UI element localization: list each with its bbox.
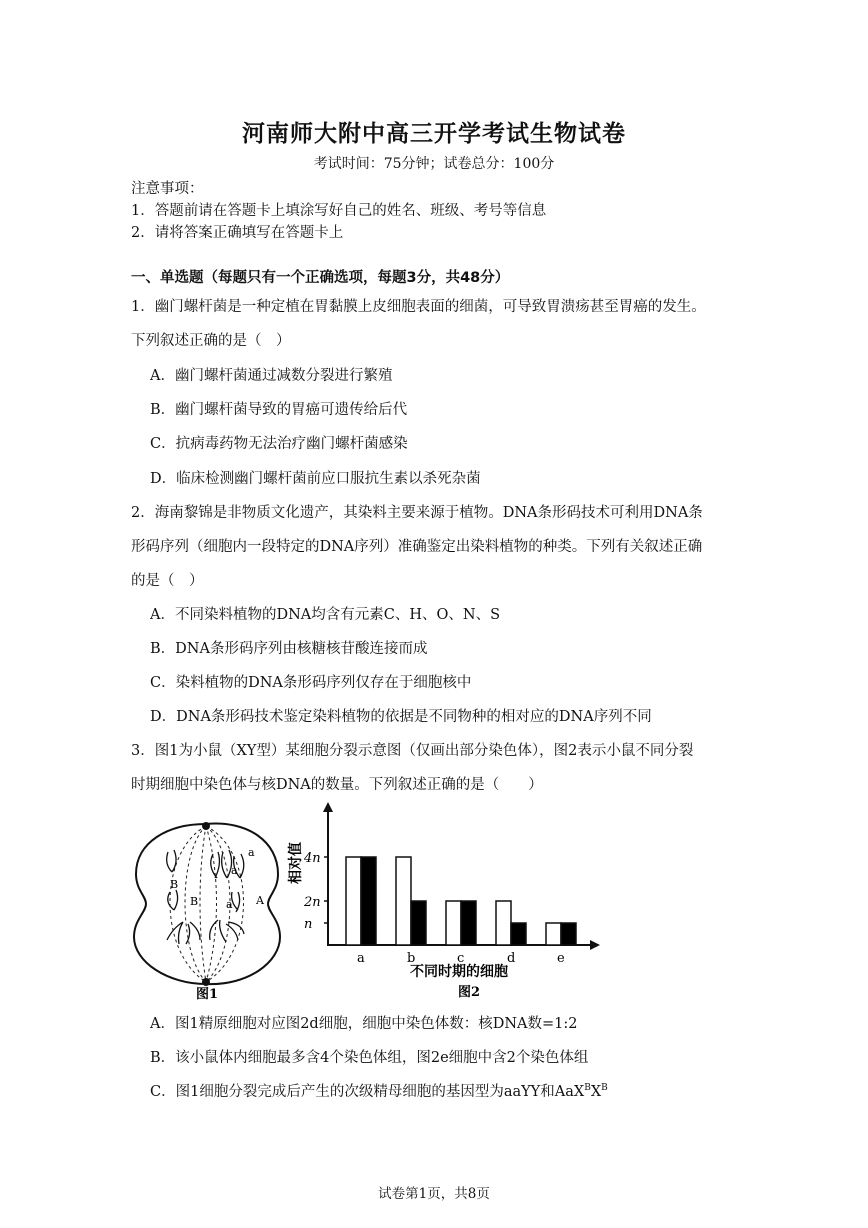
y-tick-label: 4n (304, 851, 321, 866)
bar-dna (411, 901, 426, 945)
option-c: C．染料植物的DNA条形码序列仅存在于细胞核中 (150, 675, 472, 691)
note-item: 1．答题前请在答题卡上填涂写好自己的姓名、班级、考号等信息 (131, 203, 547, 219)
question-stem: 的是（ ） (131, 573, 204, 589)
section-heading: 一、单选题（每题只有一个正确选项，每题3分，共48分） (131, 270, 510, 286)
bar-dna (511, 923, 526, 945)
gene-label: A (256, 894, 264, 907)
gene-label: a (231, 864, 238, 877)
bar-chromosome (546, 923, 561, 945)
x-tick-label: a (357, 951, 365, 966)
y-axis-arrow (323, 802, 333, 812)
option-a: A．幽门螺杆菌通过减数分裂进行繁殖 (150, 368, 393, 384)
notes-heading: 注意事项： (131, 181, 204, 197)
question-stem: 时期细胞中染色体与核DNA的数量。下列叙述正确的是（ ） (131, 777, 543, 793)
gene-label: a (248, 846, 255, 859)
x-axis-label: 不同时期的细胞 (410, 964, 508, 980)
gene-label: B (170, 878, 179, 891)
bar-dna (461, 901, 476, 945)
question-stem: 下列叙述正确的是（ ） (131, 333, 291, 349)
figure-1-cell-diagram (128, 812, 288, 1002)
option-c (150, 1080, 608, 1101)
bar-dna (361, 857, 376, 945)
option-d: D．DNA条形码技术鉴定染料植物的依据是不同物种的相对应的DNA序列不同 (150, 709, 652, 725)
option-a: A．图1精原细胞对应图2d细胞，细胞中染色体数：核DNA数=1:2 (150, 1016, 578, 1032)
option-c-text: C．图1细胞分裂完成后产生的次级精母细胞的基因型为aaYY和AaX (150, 1084, 585, 1100)
page-footer: 试卷第1页，共8页 (378, 1186, 490, 1202)
option-d: D．临床检测幽门螺杆菌前应口服抗生素以杀死杂菌 (150, 471, 481, 487)
bar-dna (561, 923, 576, 945)
option-b: B．DNA条形码序列由核糖核苷酸连接而成 (150, 641, 428, 657)
gene-label: B (190, 895, 199, 908)
x-tick-label: d (507, 951, 516, 966)
bar-chromosome (346, 857, 361, 945)
option-b: B．该小鼠体内细胞最多含4个染色体组，图2e细胞中含2个染色体组 (150, 1050, 589, 1066)
page-title: 河南师大附中高三开学考试生物试卷 (242, 121, 626, 147)
y-tick-label: 2n (304, 895, 321, 910)
gene-label: a (226, 898, 233, 911)
exam-info: 考试时间：75分钟；试卷总分：100分 (313, 156, 555, 172)
x-tick-label: e (557, 951, 565, 966)
question-stem: 形码序列（细胞内一段特定的DNA序列）准确鉴定出染料植物的种类。下列有关叙述正确 (131, 539, 703, 555)
bar-chromosome (446, 901, 461, 945)
bar-chromosome (496, 901, 511, 945)
option-c: C．抗病毒药物无法治疗幽门螺杆菌感染 (150, 436, 408, 452)
superscript: B (584, 1083, 591, 1094)
question-stem: 1．幽门螺杆菌是一种定植在胃黏膜上皮细胞表面的细菌，可导致胃溃疡甚至胃癌的发生。 (131, 299, 706, 315)
option-c-text: X (590, 1084, 602, 1100)
y-axis-label: 相对值 (288, 842, 304, 884)
figure-2-caption: 图2 (458, 985, 481, 1000)
question-stem: 3．图1为小鼠（XY型）某细胞分裂示意图（仅画出部分染色体），图2表示小鼠不同分裂 (131, 743, 694, 759)
x-axis-arrow (590, 940, 600, 950)
figure-1-caption: 图1 (196, 987, 219, 1002)
x-tick-label: b (407, 951, 416, 966)
figure-2-bar-chart (280, 800, 610, 1005)
superscript: B (601, 1083, 608, 1094)
x-tick-label: c (457, 951, 465, 966)
y-tick-label: n (304, 917, 313, 932)
centrosome-bottom (202, 978, 210, 986)
option-b: B．幽门螺杆菌导致的胃癌可遗传给后代 (150, 402, 408, 418)
option-a: A．不同染料植物的DNA均含有元素C、H、O、N、S (150, 607, 501, 623)
centrosome-top (202, 822, 210, 830)
bar-chromosome (396, 857, 411, 945)
note-item: 2．请将答案正确填写在答题卡上 (131, 225, 344, 241)
question-stem: 2．海南黎锦是非物质文化遗产，其染料主要来源于植物。DNA条形码技术可利用DNA条 (131, 505, 703, 521)
